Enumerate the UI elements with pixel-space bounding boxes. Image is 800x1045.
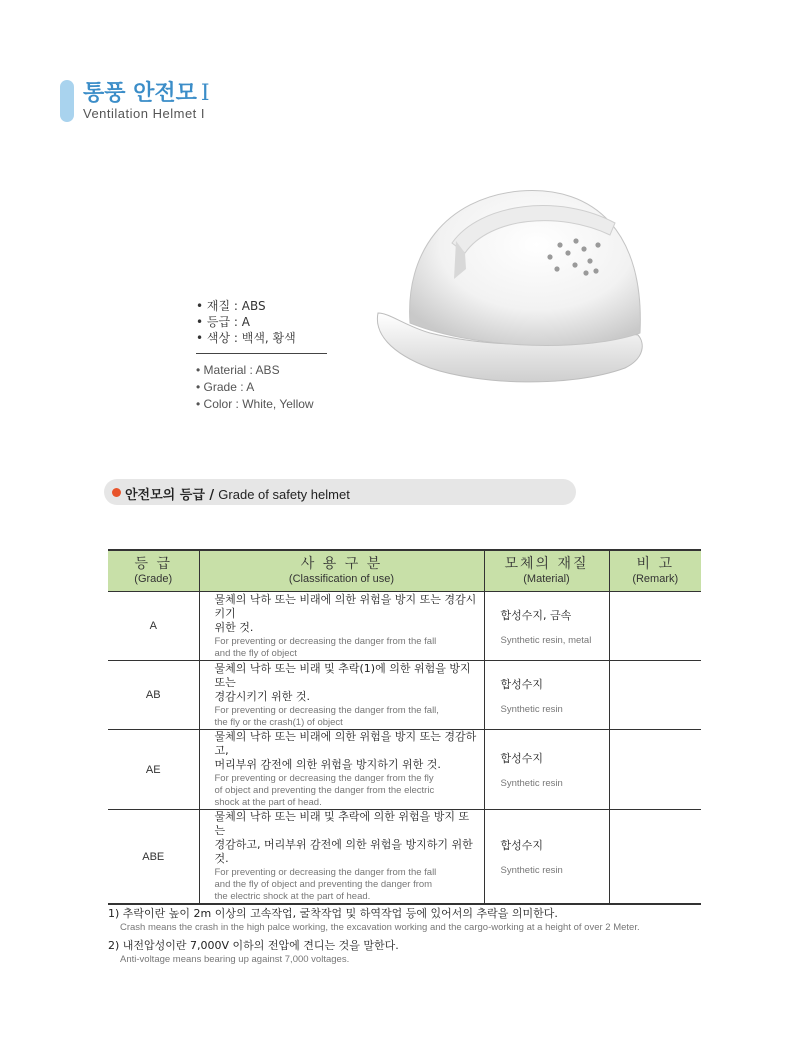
grade-cell: ABE: [108, 810, 199, 905]
title-accent-bar: [60, 80, 74, 122]
spec-color-en: • Color : White, Yellow: [196, 397, 314, 411]
table-row: [108, 661, 701, 730]
table-header-row: [108, 550, 701, 592]
specs-ko: [196, 298, 296, 346]
material-cell: 합성수지 Synthetic resin: [484, 810, 609, 905]
remark-cell: [609, 661, 701, 730]
spec-material-ko: • 재질 : ABS: [196, 299, 266, 313]
page-subtitle: Ventilation Helmet I: [83, 106, 206, 121]
footnote-ko: 2) 내전압성이란 7,000V 이하의 전압에 견디는 것을 말한다.: [108, 939, 399, 952]
section-title-en: Grade of safety helmet: [218, 487, 350, 502]
footnote: [108, 906, 708, 934]
header-grade: 등 급 (Grade): [108, 550, 199, 592]
grade-table: [108, 549, 701, 905]
section-title-ko: 안전모의 등급 /: [125, 488, 215, 503]
grade-cell: AE: [108, 730, 199, 810]
section-title: [125, 484, 350, 503]
spec-grade-ko: • 등급 : A: [196, 315, 250, 329]
footnote: [108, 938, 708, 966]
specs-divider: [196, 353, 327, 354]
header-remark: 비 고 (Remark): [609, 550, 701, 592]
spec-material-en: • Material : ABS: [196, 363, 280, 377]
header-classification: 사 용 구 분 (Classification of use): [199, 550, 484, 592]
table-row: [108, 730, 701, 810]
use-cell: 물체의 낙하 또는 비래에 의한 위험을 방지 또는 경감시키기 위한 것. For preventing or decreasing the danger from the fall and the fly of object: [199, 592, 484, 661]
header-material: 모체의 재질 (Material): [484, 550, 609, 592]
material-cell: 합성수지 Synthetic resin: [484, 730, 609, 810]
bullet-dot-icon: [112, 488, 121, 497]
table-row: [108, 810, 701, 905]
page-title-roman: I: [200, 81, 210, 106]
spec-grade-en: • Grade : A: [196, 380, 255, 394]
page-title-ko: 통풍 안전모: [83, 81, 197, 106]
remark-cell: [609, 730, 701, 810]
remark-cell: [609, 592, 701, 661]
remark-cell: [609, 810, 701, 905]
page-title: [83, 76, 210, 107]
use-cell: 물체의 낙하 또는 비래 및 추락에 의한 위험을 방지 또는 경감하고, 머리부위 감전에 의한 위험을 방지하기 위한 것. For preventing or decreasing the danger from the fall and the fly of object and preventing the danger from the electric shock at the part of head.: [199, 810, 484, 905]
footnote-en: Anti-voltage means bearing up against 7,000 voltages.: [120, 954, 350, 965]
spec-color-ko: • 색상 : 백색, 황색: [196, 331, 296, 345]
footnotes: [108, 906, 708, 970]
table-row: [108, 592, 701, 661]
material-cell: 합성수지 Synthetic resin: [484, 661, 609, 730]
use-cell: 물체의 낙하 또는 비래 및 추락(1)에 의한 위험을 방지 또는 경감시키기 위한 것. For preventing or decreasing the danger from the fall, the fly or the crash(1) of object: [199, 661, 484, 730]
helmet-image: [370, 183, 670, 393]
footnote-en: Crash means the crash in the high palce working, the excavation working and the cargo-working at a height of over 2 Meter.: [120, 922, 640, 933]
material-cell: 합성수지, 금속 Synthetic resin, metal: [484, 592, 609, 661]
specs-en: [196, 362, 314, 413]
grade-cell: A: [108, 592, 199, 661]
use-cell: 물체의 낙하 또는 비래에 의한 위험을 방지 또는 경감하고, 머리부위 감전에 의한 위험을 방지하기 위한 것. For preventing or decreasing the danger from the fly of object and preventing the danger from the electric shock at the part of head.: [199, 730, 484, 810]
grade-cell: AB: [108, 661, 199, 730]
footnote-ko: 1) 추락이란 높이 2m 이상의 고속작업, 굴착작업 및 하역작업 등에 있어서의 추락을 의미한다.: [108, 907, 558, 920]
